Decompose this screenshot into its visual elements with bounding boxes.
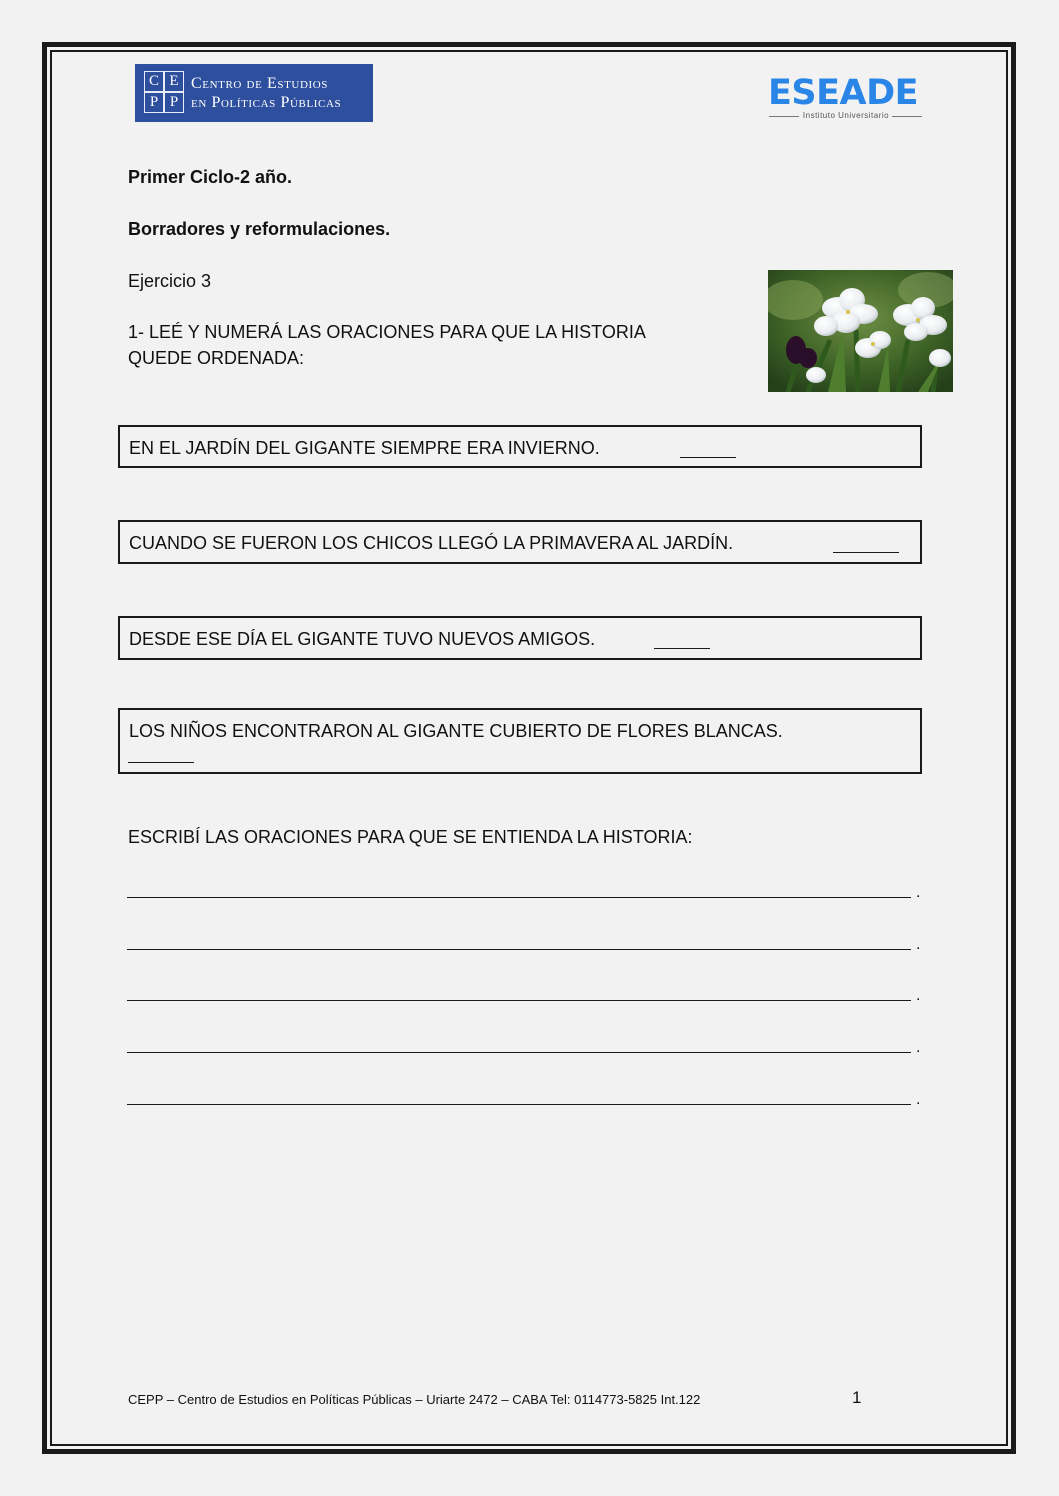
answer-line[interactable] — [127, 949, 911, 950]
answer-line[interactable] — [127, 1000, 911, 1001]
answer-line[interactable] — [127, 1052, 911, 1053]
cepp-logo-letter: P — [164, 92, 184, 113]
write-instruction: ESCRIBÍ LAS ORACIONES PARA QUE SE ENTIENDA LA HISTORIA: — [128, 827, 693, 847]
eseade-logo-rule-right — [892, 116, 922, 117]
instruction-line-1: 1- LEÉ Y NUMERÁ LAS ORACIONES PARA QUE LA HISTORIA — [128, 322, 646, 342]
eseade-logo — [764, 74, 928, 124]
sentence-text: CUANDO SE FUERON LOS CHICOS LLEGÓ LA PRIMAVERA AL JARDÍN. — [129, 533, 734, 553]
sentence-box — [118, 616, 922, 660]
sentence-text: EN EL JARDÍN DEL GIGANTE SIEMPRE ERA INVIERNO. — [129, 438, 600, 458]
answer-line-dot: . — [916, 987, 921, 1004]
answer-line[interactable] — [127, 1104, 911, 1105]
eseade-logo-name: ESEADE — [768, 73, 919, 113]
number-blank[interactable] — [654, 648, 710, 649]
cepp-logo-letter: C — [144, 71, 164, 92]
white-flowers-photo — [768, 270, 953, 392]
cepp-logo-letter: E — [164, 71, 184, 92]
cepp-logo-mark — [144, 71, 184, 113]
answer-line-dot: . — [916, 936, 921, 953]
page-number: 1 — [852, 1388, 862, 1407]
sentence-text: LOS NIÑOS ENCONTRARON AL GIGANTE CUBIERTO DE FLORES BLANCAS. — [129, 721, 783, 741]
cepp-logo-text — [191, 74, 341, 112]
cepp-logo-line1: Centro de Estudios — [191, 75, 329, 92]
sentence-box — [118, 708, 922, 774]
exercise-label: Ejercicio 3 — [128, 271, 212, 291]
sentence-box — [118, 520, 922, 564]
number-blank[interactable] — [680, 457, 736, 458]
cepp-logo-line2: en Políticas Públicas — [191, 94, 342, 111]
cepp-logo — [135, 64, 373, 122]
number-blank[interactable] — [128, 762, 194, 763]
eseade-logo-subtitle: Instituto Universitario — [802, 111, 890, 120]
instruction-line-2: QUEDE ORDENADA: — [128, 348, 305, 368]
cepp-logo-letter: P — [144, 92, 164, 113]
flowers-illustration — [768, 270, 953, 392]
answer-line-dot: . — [916, 1091, 921, 1108]
topic-heading: Borradores y reformulaciones. — [128, 219, 391, 239]
sentence-text: DESDE ESE DÍA EL GIGANTE TUVO NUEVOS AMIGOS. — [129, 629, 596, 649]
answer-line-dot: . — [916, 884, 921, 901]
sentence-box — [118, 425, 922, 468]
footer-address: CEPP – Centro de Estudios en Políticas Públicas – Uriarte 2472 – CABA Tel: 0114773-5825 Int.122 — [128, 1392, 701, 1407]
answer-line[interactable] — [127, 897, 911, 898]
eseade-logo-rule-left — [769, 116, 799, 117]
answer-line-dot: . — [916, 1039, 921, 1056]
level-heading: Primer Ciclo-2 año. — [128, 167, 293, 187]
number-blank[interactable] — [833, 552, 899, 553]
